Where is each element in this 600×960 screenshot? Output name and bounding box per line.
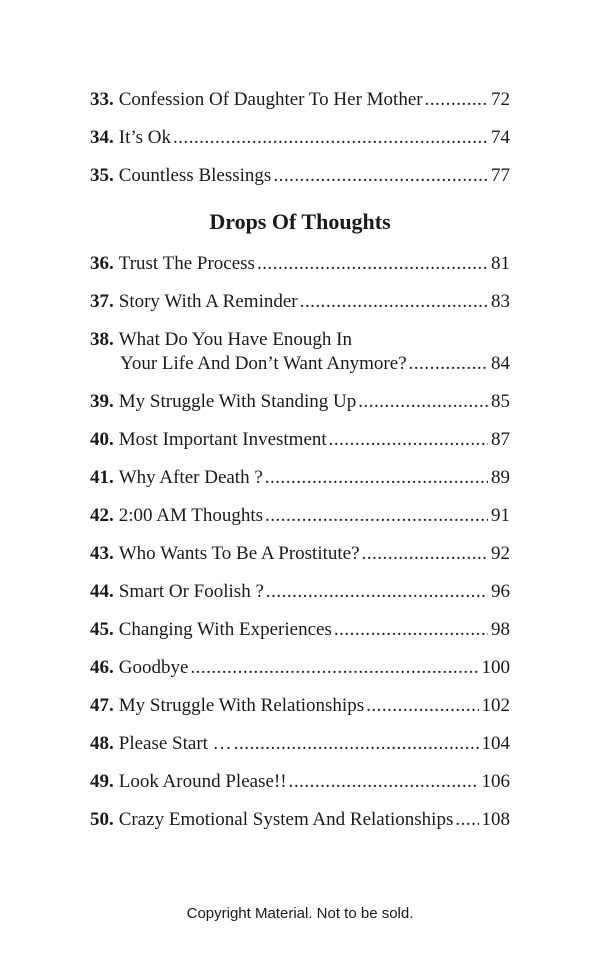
dot-leader <box>257 252 488 276</box>
entry-page: 87 <box>491 429 510 450</box>
toc-entry-33 <box>90 88 510 112</box>
entry-page: 100 <box>481 657 510 678</box>
entry-title: My Struggle With Relationships <box>118 695 365 716</box>
entry-page: 98 <box>491 619 510 640</box>
entry-page: 92 <box>491 543 510 564</box>
entry-title: Goodbye <box>118 657 189 678</box>
toc-entry-35 <box>90 164 510 188</box>
entry-page: 77 <box>491 165 510 186</box>
dot-leader <box>289 770 479 794</box>
entry-title-line2: Your Life And Don’t Want Anymore? <box>120 353 407 374</box>
entry-number: 50. <box>90 809 114 830</box>
entry-title: Most Important Investment <box>118 429 327 450</box>
toc-entry-50 <box>90 808 510 832</box>
toc-entry-38 <box>90 328 510 376</box>
entry-page: 96 <box>491 581 510 602</box>
dot-leader <box>265 504 488 528</box>
entry-title: Look Around Please!! <box>118 771 287 792</box>
entry-title: Changing With Experiences <box>118 619 332 640</box>
dot-leader <box>455 808 478 832</box>
entry-number: 35. <box>90 165 114 186</box>
entry-title: Please Start … <box>118 733 232 754</box>
toc-entry-34 <box>90 126 510 150</box>
dot-leader <box>300 290 488 314</box>
entry-number: 38. <box>90 329 114 350</box>
dot-leader <box>425 88 488 112</box>
entry-title: My Struggle With Standing Up <box>118 391 357 412</box>
entry-number: 33. <box>90 89 114 110</box>
entry-title: Crazy Emotional System And Relationships <box>118 809 454 830</box>
entry-page: 104 <box>481 733 510 754</box>
entry-title: Story With A Reminder <box>118 291 298 312</box>
toc-entry-46 <box>90 656 510 680</box>
entry-title: It’s Ok <box>118 127 171 148</box>
dot-leader <box>234 732 479 756</box>
toc-entry-37 <box>90 290 510 314</box>
entry-page: 108 <box>481 809 510 830</box>
entry-number: 40. <box>90 429 114 450</box>
dot-leader <box>173 126 488 150</box>
entry-number: 43. <box>90 543 114 564</box>
copyright-footer: Copyright Material. Not to be sold. <box>186 905 414 922</box>
dot-leader <box>366 694 478 718</box>
entry-page: 102 <box>481 695 510 716</box>
entry-title: Trust The Process <box>118 253 255 274</box>
entry-number: 39. <box>90 391 114 412</box>
dot-leader <box>273 164 488 188</box>
entry-number: 41. <box>90 467 114 488</box>
dot-leader <box>362 542 488 566</box>
entry-title: Confession Of Daughter To Her Mother <box>118 89 423 110</box>
dot-leader <box>334 618 488 642</box>
entry-title: Why After Death ? <box>118 467 263 488</box>
entry-page: 84 <box>491 353 510 374</box>
toc-entry-41 <box>90 466 510 490</box>
toc-entry-39 <box>90 390 510 414</box>
toc-entry-36 <box>90 252 510 276</box>
dot-leader <box>329 428 488 452</box>
entry-title-line1: What Do You Have Enough In <box>118 329 353 350</box>
entry-page: 91 <box>491 505 510 526</box>
entry-page: 89 <box>491 467 510 488</box>
entry-title: Who Wants To Be A Prostitute? <box>118 543 360 564</box>
entry-page: 106 <box>481 771 510 792</box>
entry-number: 42. <box>90 505 114 526</box>
dot-leader <box>265 466 488 490</box>
entry-number: 48. <box>90 733 114 754</box>
entry-number: 47. <box>90 695 114 716</box>
toc-entry-48 <box>90 732 510 756</box>
dot-leader <box>409 352 488 376</box>
entry-page: 85 <box>491 391 510 412</box>
entry-number: 37. <box>90 291 114 312</box>
entry-number: 44. <box>90 581 114 602</box>
dot-leader <box>190 656 478 680</box>
toc-entry-43 <box>90 542 510 566</box>
entry-title: Smart Or Foolish ? <box>118 581 264 602</box>
toc-entry-44 <box>90 580 510 604</box>
entry-page: 81 <box>491 253 510 274</box>
toc-entry-40 <box>90 428 510 452</box>
dot-leader <box>358 390 488 414</box>
entry-page: 74 <box>491 127 510 148</box>
entry-page: 83 <box>491 291 510 312</box>
entry-number: 36. <box>90 253 114 274</box>
section-heading: Drops Of Thoughts <box>209 209 391 234</box>
entry-number: 34. <box>90 127 114 148</box>
entry-title: Countless Blessings <box>118 165 272 186</box>
toc-entry-42 <box>90 504 510 528</box>
entry-number: 49. <box>90 771 114 792</box>
entry-number: 45. <box>90 619 114 640</box>
toc-entry-45 <box>90 618 510 642</box>
entry-number: 46. <box>90 657 114 678</box>
entry-title: 2:00 AM Thoughts <box>118 505 264 526</box>
table-of-contents <box>90 88 510 846</box>
toc-entry-49 <box>90 770 510 794</box>
dot-leader <box>266 580 488 604</box>
entry-page: 72 <box>491 89 510 110</box>
toc-entry-47 <box>90 694 510 718</box>
